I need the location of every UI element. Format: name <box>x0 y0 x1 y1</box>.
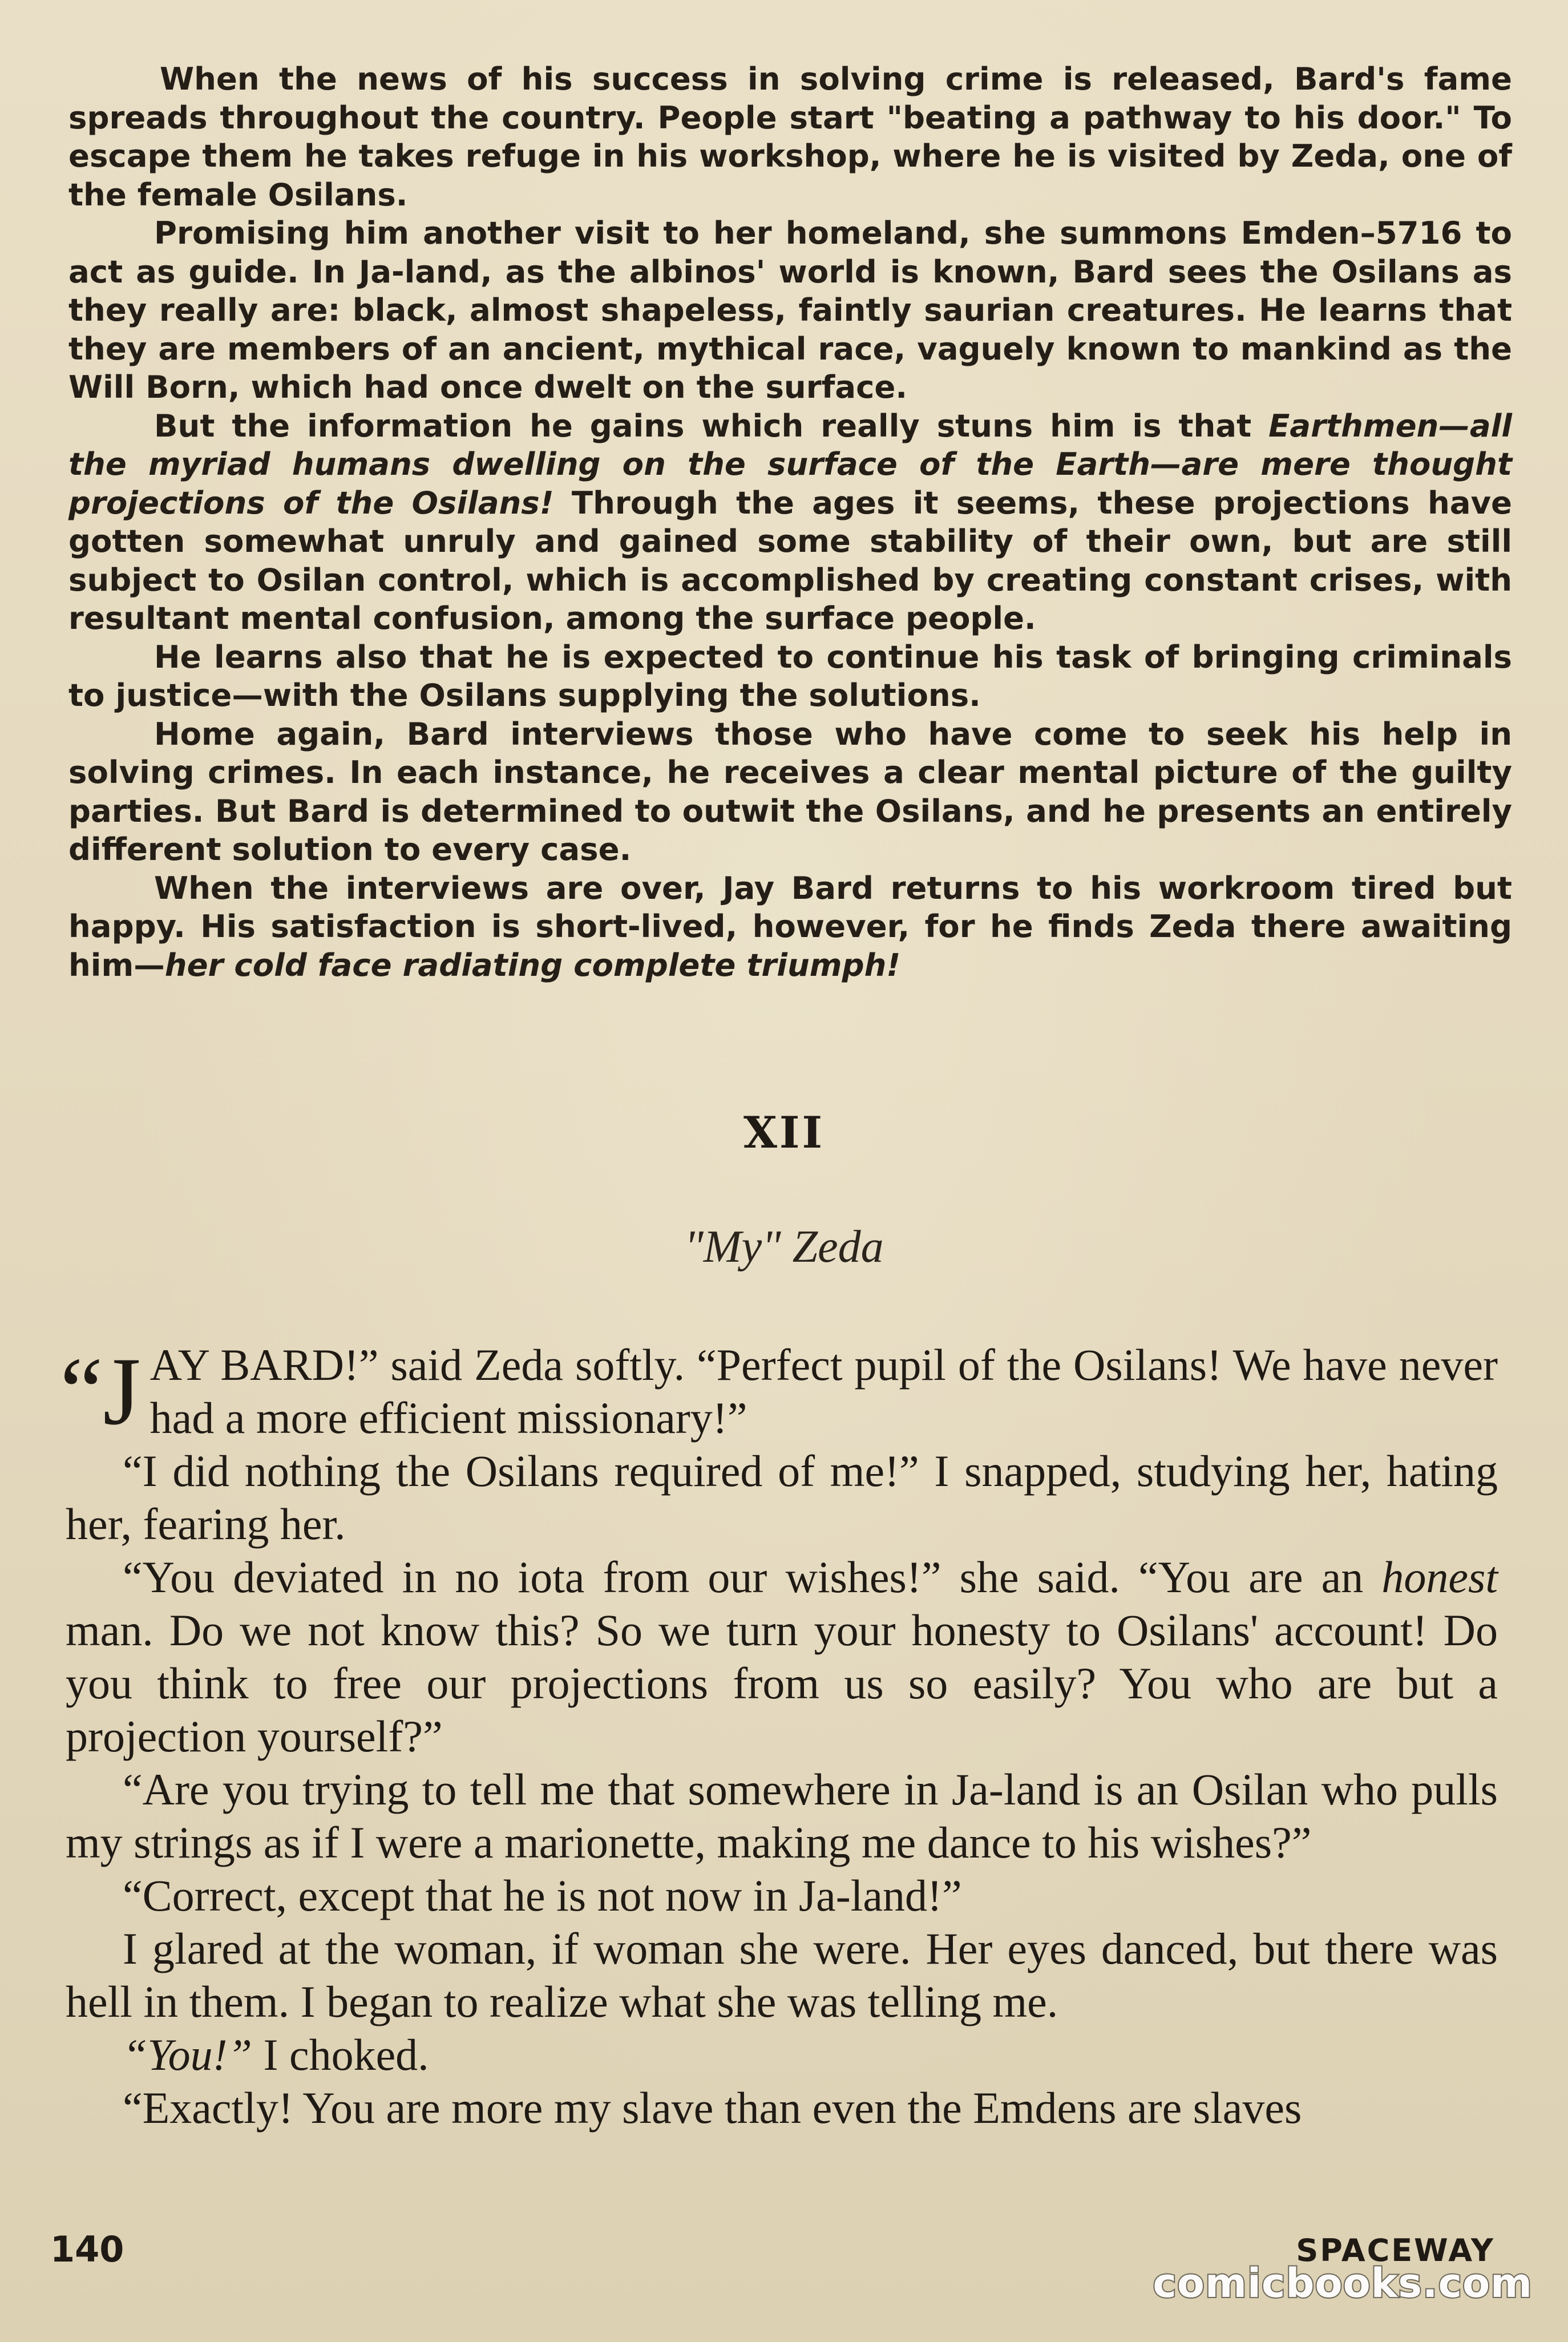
synopsis-paragraph: Home again, Bard interviews those who have come to seek his help in solving crimes. In each instance, he receives a clear mental picture of the guilty parties. But Bard is determined to outwit the Osilans, and he presents an entirely different solution to every case. <box>68 715 1512 867</box>
story-paragraph: I glared at the woman, if woman she were. Her eyes danced, but there was hell in them. I began to realize what she was telling me. <box>66 1924 1498 2026</box>
story-text: man. Do we not know this? So we turn your honesty to Osilans' account! Do you think to free our projections from us so easily? You who are but a projection yourself?” <box>66 1605 1498 1761</box>
synopsis-text: Through the ages it seems, these projections have gotten somewhat unruly and gained some stability of their own, but are still subject to Osilan control, which is accomplished by creating constant crises, with resultant mental confusion, among the surface people. <box>68 484 1513 636</box>
watermark: comicbooks.com <box>1153 2260 1533 2307</box>
story-paragraph <box>66 1550 1498 1763</box>
story-paragraph <box>66 2028 1498 2081</box>
story-paragraph: “Correct, except that he is not now in Ja-land!” <box>123 1871 962 1920</box>
story-paragraph: “Are you trying to tell me that somewhere in Ja-land is an Osilan who pulls my strings as if I were a marionette, making me dance to his wishes?” <box>66 1764 1498 1867</box>
synopsis-emphasis: her cold face radiating complete triumph! <box>164 946 901 983</box>
chapter-number: XII <box>743 1107 825 1158</box>
synopsis-paragraph: When the news of his success in solving crime is released, Bard's fame spreads throughout the country. People start "beating a pathway to his door." To escape them he takes refuge in his workshop, where he is visited by Zeda, one of the female Osilans. <box>68 60 1512 213</box>
synopsis-text: But the information he gains which really stuns him is that <box>154 407 1269 444</box>
synopsis-paragraph: He learns also that he is expected to continue his task of bringing criminals to justice—with the Osilans supplying the solutions. <box>68 638 1512 713</box>
magazine-title: SPACEWAY <box>1296 2232 1495 2268</box>
story-paragraph: “Exactly! You are more my slave than even the Emdens are slaves <box>123 2083 1302 2133</box>
synopsis-paragraph: Promising him another visit to her homeland, she summons Emden–5716 to act as guide. In Ja-land, as the albinos' world is known, Bard sees the Osilans as they really are: black, almost shapeless, faintly saurian creatures. He learns that they are members of an ancient, mythical race, vaguely known to mankind as the Will Born, which had once dwelt on the surface. <box>68 215 1512 405</box>
synopsis-block <box>68 60 1512 984</box>
synopsis-text: When the interviews are over, Jay Bard returns to his workroom tired but happy. His satisfaction is short-lived, however, for he finds Zeda there awaiting him— <box>68 869 1512 983</box>
story-emphasis: honest <box>1381 1552 1498 1602</box>
synopsis-emphasis: Earthmen—all the myriad humans dwelling on the surface of the Earth—are mere thought projections of the Osilans! <box>68 407 1512 521</box>
chapter-title: "My" Zeda <box>684 1222 884 1272</box>
story-text: I choked. <box>252 2030 429 2079</box>
story-text: AY BARD!” said Zeda softly. “Perfect pupil of the Osilans! We have never had a more efficient missionary!” <box>149 1340 1498 1443</box>
drop-cap: “J <box>60 1338 141 1445</box>
synopsis-paragraph <box>68 869 1512 985</box>
story-emphasis: “You!” <box>123 2030 252 2079</box>
page-number: 140 <box>50 2228 124 2270</box>
story-paragraph <box>60 1338 1498 1445</box>
story-text: “You deviated in no iota from our wishes!” she said. “You are an <box>123 1552 1382 1602</box>
synopsis-paragraph <box>68 407 1512 638</box>
story-paragraph: “I did nothing the Osilans required of me!” I snapped, studying her, hating her, fearing her. <box>66 1446 1498 1549</box>
story-body <box>60 1338 1498 2134</box>
